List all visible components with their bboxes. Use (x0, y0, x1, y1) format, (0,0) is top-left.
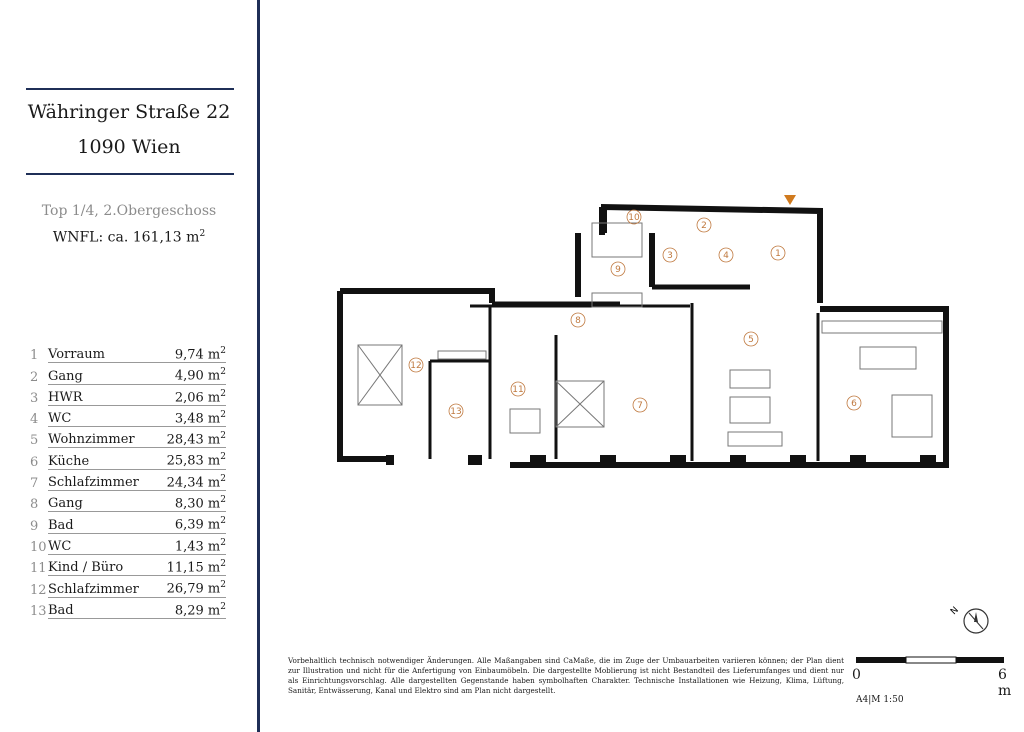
room-area: 6,39 $m^2$ (156, 516, 226, 533)
compass-icon (945, 603, 991, 639)
room-area: 1,43 $m^2$ (156, 538, 226, 555)
sidebar (0, 0, 258, 732)
room-row (30, 448, 226, 469)
room-area: 2,06 $m^2$ (156, 389, 226, 406)
compass-label: N (949, 605, 961, 618)
room-marker-label: 4 (723, 251, 729, 261)
room-name: Wohnzimmer (48, 432, 156, 448)
room-number: 7 (30, 476, 39, 492)
room-name: Schlafzimmer (48, 475, 156, 491)
room-number: 10 (30, 539, 47, 555)
scale-bar (856, 655, 1006, 667)
room-marker-label: 2 (701, 221, 707, 231)
room-row (30, 363, 226, 384)
unit-label: Top 1/4, 2.Obergeschoss (41, 203, 217, 219)
room-row (30, 512, 226, 533)
room-area: 9,74 $m^2$ (156, 346, 226, 363)
room-name: Bad (48, 603, 156, 619)
room-marker-label: 13 (450, 407, 462, 417)
room-area: 4,90 $m^2$ (156, 367, 226, 384)
room-area: 25,83 $m^2$ (156, 452, 226, 469)
room-name: Kind / Büro (48, 560, 156, 576)
area-label: WNFL: ca. 161,13 $m^2$ (52, 229, 206, 246)
room-name: Gang (48, 369, 156, 385)
room-number: 8 (30, 497, 39, 513)
room-row (30, 534, 226, 555)
room-marker-label: 10 (628, 213, 640, 223)
room-area: 24,34 $m^2$ (156, 474, 226, 491)
room-name: Gang (48, 496, 156, 512)
room-row (30, 555, 226, 576)
room-row (30, 576, 226, 597)
room-row (30, 598, 226, 619)
room-number: 1 (30, 348, 39, 364)
room-number: 11 (30, 561, 47, 577)
scale-start-label: 0 (852, 667, 861, 683)
room-number: 9 (30, 518, 39, 534)
scale-end-label: 6 m (998, 667, 1012, 699)
room-row (30, 427, 226, 448)
room-marker-label: 8 (575, 316, 581, 326)
room-number: 5 (30, 433, 39, 449)
room-marker-label: 9 (615, 265, 621, 275)
room-row (30, 491, 226, 512)
room-row (30, 385, 226, 406)
room-row (30, 342, 226, 363)
scale-info: A4|M 1:50 (856, 695, 904, 705)
room-row (30, 470, 226, 491)
room-number: 3 (30, 390, 39, 406)
room-area: 11,15 $m^2$ (156, 559, 226, 576)
entrance-marker (784, 195, 796, 205)
disclaimer: Vorbehaltlich technisch notwendiger Änderungen. Alle Maßangaben sind CaMaße, die im Zuge der Umbauarbeiten variieren können; der Plan dient zur Illustration und nicht für die Anfertigung von Einbaumöbeln. Die dargestellte Moblierung ist nicht Bestandteil des Lieferumfanges und dient nur als Einrichtungsvorschlag. Alle dargestellten Gegenstande haben symbolhaften Charakter. Technische Installationen wie Heizung, Klima, Lüftung, Sanitär, Entwässerung, Kanal und Elektro sind am Plan nicht dargestellt. (288, 656, 844, 695)
room-number: 4 (30, 412, 39, 428)
room-number: 2 (30, 369, 39, 385)
top-divider (26, 88, 234, 90)
room-name: HWR (48, 390, 156, 406)
address-street: Währinger Straße 22 (27, 101, 231, 123)
room-area: 8,30 $m^2$ (156, 495, 226, 512)
room-name: Bad (48, 518, 156, 534)
room-list (30, 342, 226, 619)
room-name: Küche (48, 454, 156, 470)
room-area: 3,48 $m^2$ (156, 410, 226, 427)
room-area: 26,79 $m^2$ (156, 580, 226, 597)
room-marker-label: 11 (512, 385, 524, 395)
room-marker-label: 12 (410, 361, 422, 371)
room-area: 8,29 $m^2$ (156, 602, 226, 619)
room-number: 13 (30, 603, 47, 619)
room-number: 6 (30, 454, 39, 470)
room-name: WC (48, 411, 156, 427)
room-marker-label: 7 (637, 401, 643, 411)
room-markers (409, 210, 861, 418)
room-marker-label: 6 (851, 399, 857, 409)
bottom-divider (26, 173, 234, 175)
floor-plan (330, 185, 950, 475)
room-marker-label: 3 (667, 251, 673, 261)
vertical-divider (257, 0, 260, 732)
room-name: WC (48, 539, 156, 555)
room-marker-label: 5 (748, 335, 754, 345)
room-marker-label: 1 (775, 249, 781, 259)
address-city: 1090 Wien (77, 136, 181, 158)
room-row (30, 406, 226, 427)
room-area: 28,43 $m^2$ (156, 431, 226, 448)
room-name: Vorraum (48, 347, 156, 363)
plan-walls (340, 207, 946, 465)
room-name: Schlafzimmer (48, 582, 156, 598)
room-number: 12 (30, 582, 47, 598)
